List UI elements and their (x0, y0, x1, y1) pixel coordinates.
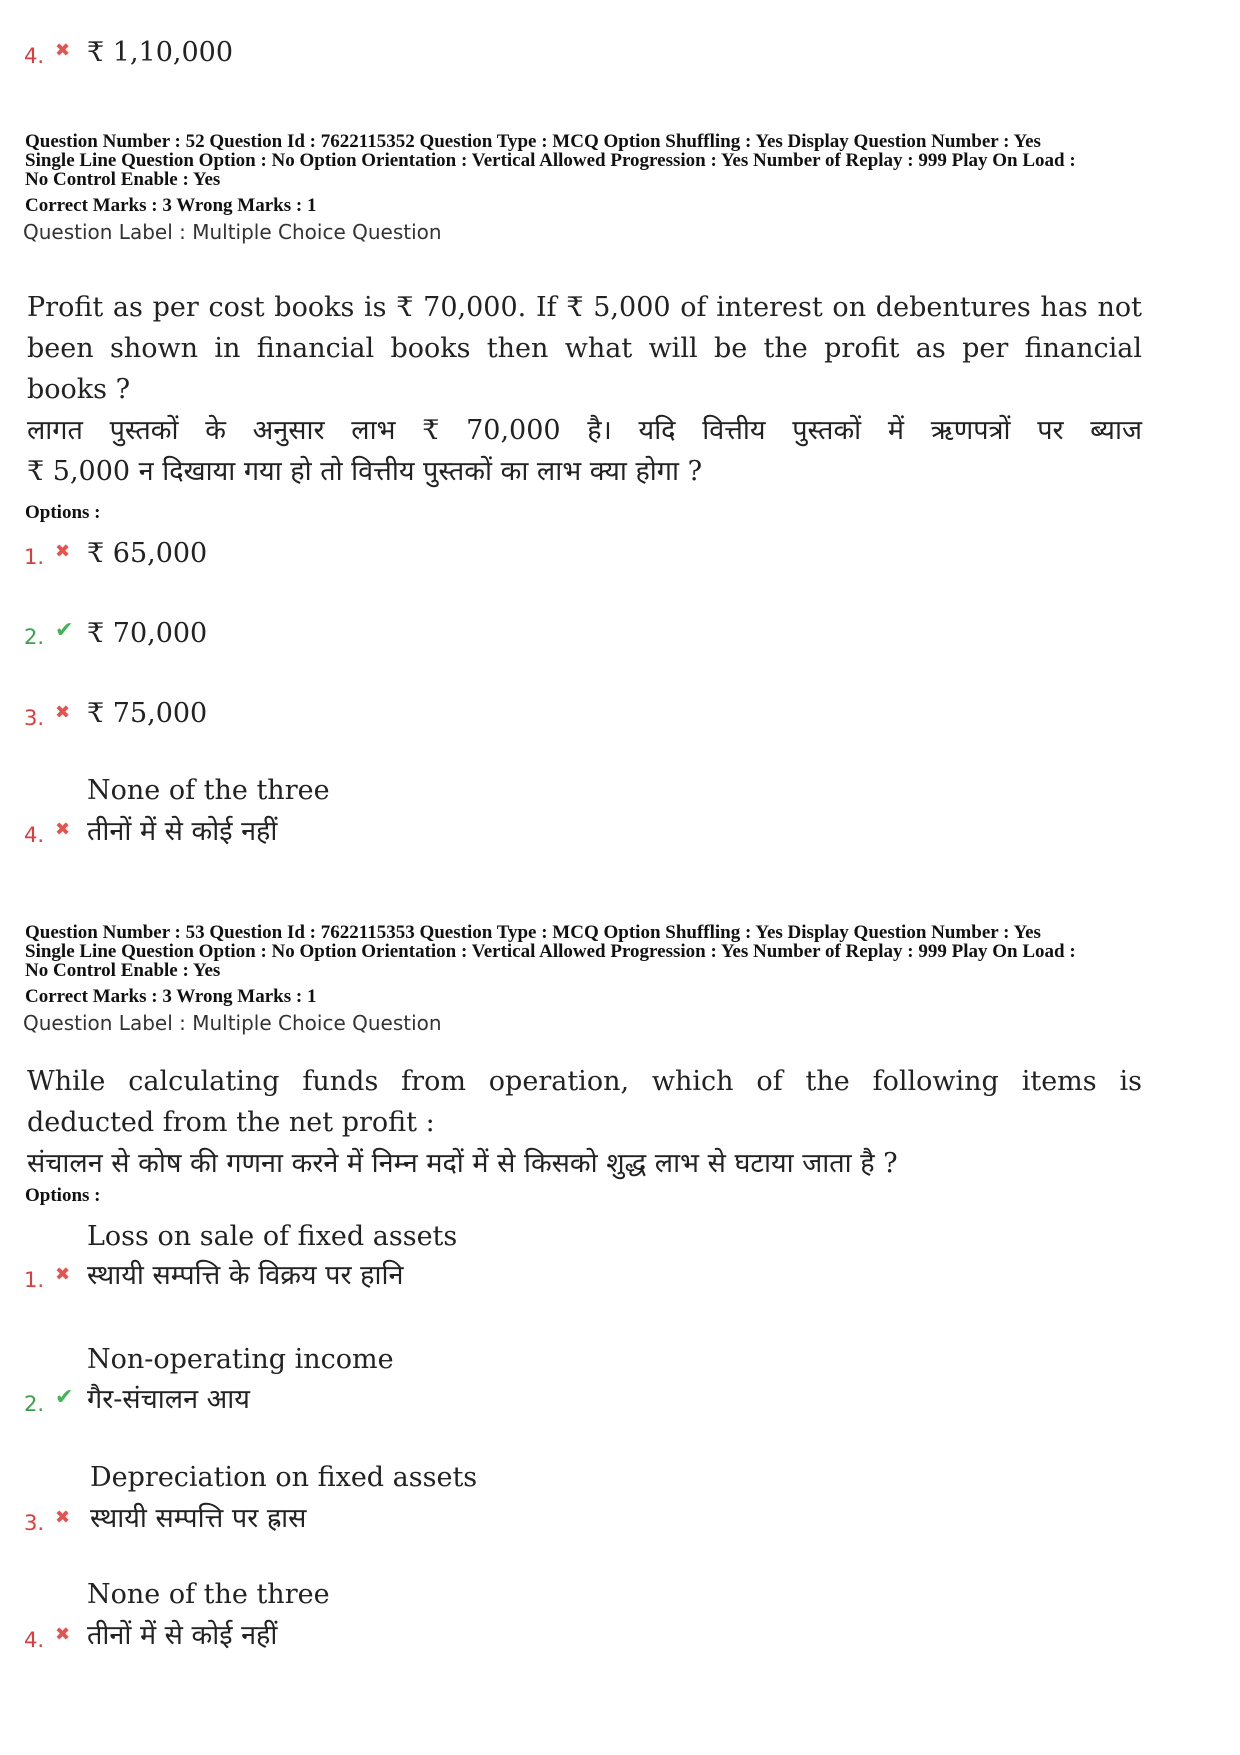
q53-text-en-2: deducted from the net profit : (27, 1107, 435, 1138)
q52-text-en-3: books ? (27, 374, 131, 405)
q52-meta-line1: Question Number : 52 Question Id : 7622115352 Question Type : MCQ Option Shuffling : Yes Display Question Number : Yes (25, 131, 1041, 152)
prev-option-value: ₹ 1,10,000 (87, 37, 233, 68)
q53-marks: Correct Marks : 3 Wrong Marks : 1 (25, 986, 317, 1007)
q53-option3-text-en[interactable]: Depreciation on fixed assets (90, 1462, 478, 1493)
q52-marks: Correct Marks : 3 Wrong Marks : 1 (25, 195, 317, 216)
q52-text-hi-2: ₹ 5,000 न दिखाया गया हो तो वित्तीय पुस्तकों का लाभ क्या होगा ? (27, 456, 703, 487)
q52-meta-line2: Single Line Question Option : No Option Orientation : Vertical Allowed Progression : Yes Number of Replay : 999 Play On Load : (25, 150, 1076, 171)
q52-question-text (27, 287, 1142, 492)
q53-text-en-1: While calculating funds from operation, which of the following items is (27, 1066, 1142, 1097)
q53-meta-line3: No Control Enable : Yes (25, 960, 221, 981)
q53-meta-line2: Single Line Question Option : No Option Orientation : Vertical Allowed Progression : Yes Number of Replay : 999 Play On Load : (25, 941, 1076, 962)
q52-text-en-2: been shown in financial books then what will be the profit as per financial (27, 333, 1142, 364)
q53-text-hi-1: संचालन से कोष की गणना करने में निम्न मदों में से किसको शुद्ध लाभ से घटाया जाता है ? (27, 1148, 898, 1179)
q53-option3-text-hi[interactable]: स्थायी सम्पत्ति पर ह्रास (90, 1503, 307, 1534)
q52-option4-text-hi[interactable]: तीनों में से कोई नहीं (87, 816, 278, 847)
prev-option-number: 4. (24, 44, 45, 68)
wrong-cross-icon: ✖ (55, 40, 71, 61)
q52-option2-text[interactable]: ₹ 70,000 (87, 618, 208, 649)
q52-options-label: Options : (25, 502, 101, 523)
q53-option1-text-hi[interactable]: स्थायी सम्पत्ति के विक्रय पर हानि (87, 1260, 404, 1291)
q52-option1-text[interactable]: ₹ 65,000 (87, 538, 208, 569)
q53-question-label: Question Label : Multiple Choice Question (23, 1011, 442, 1035)
correct-check-icon: ✔ (55, 618, 74, 643)
q53-question-text (27, 1061, 1142, 1184)
q52-option4-text-en[interactable]: None of the three (87, 775, 330, 806)
correct-check-icon: ✔ (55, 1385, 74, 1410)
wrong-cross-icon: ✖ (55, 1507, 71, 1528)
q53-meta-line1: Question Number : 53 Question Id : 7622115353 Question Type : MCQ Option Shuffling : Yes Display Question Number : Yes (25, 922, 1041, 943)
q53-option3-number: 3. (24, 1511, 45, 1535)
q52-option2-number: 2. (24, 625, 45, 649)
q52-option3-text[interactable]: ₹ 75,000 (87, 698, 208, 729)
q52-option1-number: 1. (24, 545, 45, 569)
q53-option4-number: 4. (24, 1628, 45, 1652)
wrong-cross-icon: ✖ (55, 702, 71, 723)
q53-option2-number: 2. (24, 1392, 45, 1416)
q52-text-en-1: Profit as per cost books is ₹ 70,000. If ₹ 5,000 of interest on debentures has not (27, 292, 1142, 323)
q52-meta-line3: No Control Enable : Yes (25, 169, 221, 190)
q53-option2-text-en[interactable]: Non-operating income (87, 1344, 394, 1375)
q53-option4-text-hi[interactable]: तीनों में से कोई नहीं (87, 1620, 278, 1651)
wrong-cross-icon: ✖ (55, 1624, 71, 1645)
q53-option2-text-hi[interactable]: गैर-संचालन आय (87, 1384, 250, 1415)
q53-option4-text-en[interactable]: None of the three (87, 1579, 330, 1610)
q53-option1-number: 1. (24, 1268, 45, 1292)
q52-text-hi-1: लागत पुस्तकों के अनुसार लाभ ₹ 70,000 है। यदि वित्तीय पुस्तकों में ऋणपत्रों पर ब्याज (27, 415, 1142, 446)
wrong-cross-icon: ✖ (55, 819, 71, 840)
wrong-cross-icon: ✖ (55, 1264, 71, 1285)
q53-options-label: Options : (25, 1185, 101, 1206)
q53-option1-text-en[interactable]: Loss on sale of fixed assets (87, 1221, 458, 1252)
q52-question-label: Question Label : Multiple Choice Question (23, 220, 442, 244)
wrong-cross-icon: ✖ (55, 541, 71, 562)
q52-option4-number: 4. (24, 823, 45, 847)
q52-option3-number: 3. (24, 706, 45, 730)
